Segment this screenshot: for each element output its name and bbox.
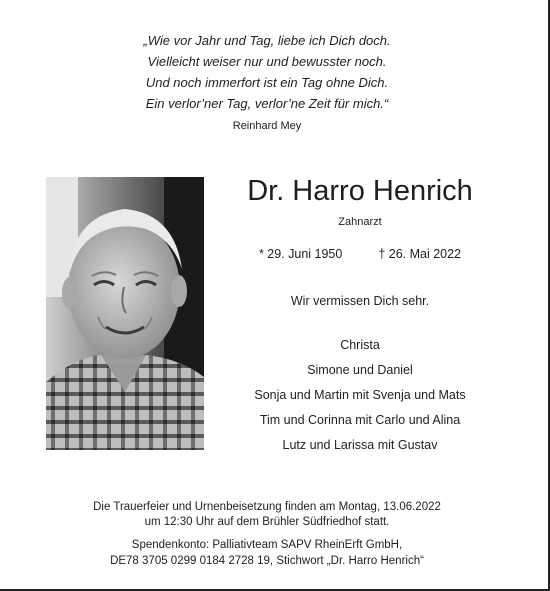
quote-author: Reinhard Mey bbox=[232, 120, 302, 132]
funeral-line: Die Trauerfeier und Urnenbeisetzung finden am Montag, 13.06.2022 bbox=[93, 501, 441, 513]
deceased-name: Dr. Harro Henrich bbox=[247, 175, 473, 207]
funeral-info bbox=[0, 500, 534, 530]
birth-date: * 29. Juni 1950 bbox=[258, 247, 343, 261]
quote-line: Ein verlor’ner Tag, verlor’ne Zeit für mich.“ bbox=[145, 96, 389, 111]
quote-line: Vielleicht weiser nur und bewusster noch. bbox=[147, 54, 387, 69]
poem-quote bbox=[0, 30, 534, 114]
life-dates bbox=[220, 247, 500, 261]
donation-line: Spendenkonto: Palliativteam SAPV RheinErft GmbH, bbox=[131, 539, 403, 551]
farewell-message: Wir vermissen Dich sehr. bbox=[290, 294, 430, 308]
mourner-entry: Christa bbox=[340, 338, 380, 352]
death-date: † 26. Mai 2022 bbox=[378, 247, 462, 261]
donation-line: DE78 3705 0299 0184 2728 19, Stichwort „Dr. Harro Henrich“ bbox=[110, 555, 424, 567]
quote-line: Und noch immerfort ist ein Tag ohne Dich. bbox=[145, 75, 389, 90]
portrait-photo bbox=[46, 177, 204, 450]
funeral-line: um 12:30 Uhr auf dem Brühler Südfriedhof statt. bbox=[144, 516, 390, 528]
deceased-profession: Zahnarzt bbox=[338, 216, 382, 228]
quote-line: „Wie vor Jahr und Tag, liebe ich Dich doch. bbox=[143, 33, 391, 48]
mourner-entry: Sonja und Martin mit Svenja und Mats bbox=[254, 388, 466, 402]
mourners-list bbox=[220, 333, 500, 458]
mourner-entry: Lutz und Larissa mit Gustav bbox=[282, 438, 438, 452]
mourner-entry: Tim und Corinna mit Carlo und Alina bbox=[259, 413, 461, 427]
donation-info bbox=[0, 537, 534, 569]
mourner-entry: Simone und Daniel bbox=[307, 363, 413, 377]
